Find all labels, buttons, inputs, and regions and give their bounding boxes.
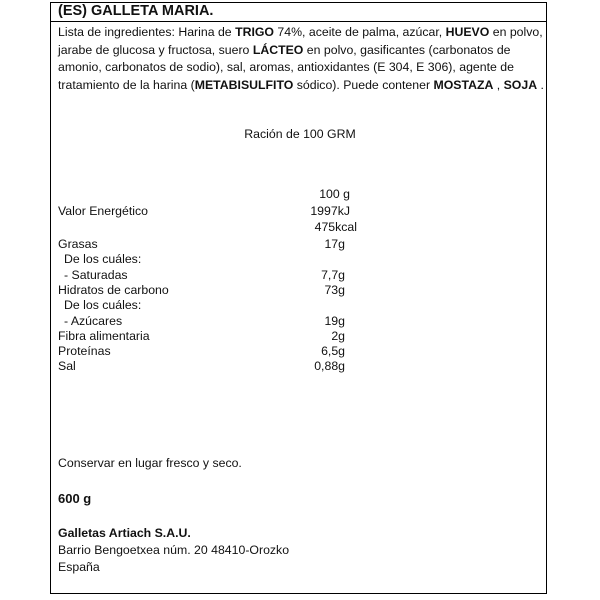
- fat-label: Grasas: [58, 237, 98, 251]
- energy-kj-value: 1997kJ: [310, 204, 350, 218]
- protein-value: 6,5g: [321, 344, 345, 358]
- product-title: (ES) GALLETA MARIA.: [58, 3, 214, 19]
- salt-label: Sal: [58, 359, 76, 373]
- carbs-value: 73g: [324, 283, 345, 297]
- saturated-label: - Saturadas: [64, 268, 128, 282]
- net-weight: 600 g: [58, 491, 92, 506]
- portion-heading: Ración de 100 GRM: [244, 127, 356, 141]
- energy-kcal-value: 475kcal: [314, 220, 357, 234]
- fibre-label: Fibra alimentaria: [58, 329, 150, 343]
- sugars-label: - Azúcares: [64, 314, 123, 328]
- energy-label: Valor Energético: [58, 204, 148, 218]
- carbs-sub-intro: De los cuáles:: [64, 298, 142, 312]
- column-header-100g: 100 g: [319, 187, 350, 201]
- ingredient-text: en polvo, jarabe de glucosa y fructosa, suero: [58, 25, 543, 57]
- manufacturer-address: Barrio Bengoetxea núm. 20 48410-Orozko: [58, 543, 290, 557]
- ingredient-text: sódico). Puede contener: [293, 77, 434, 92]
- fat-value: 17g: [324, 237, 345, 251]
- protein-label: Proteínas: [58, 344, 111, 358]
- allergen-term: SOJA: [503, 77, 538, 92]
- allergen-term: LÁCTEO: [252, 42, 304, 57]
- ingredient-text: ,: [493, 77, 504, 92]
- ingredients-list: [58, 24, 545, 94]
- ingredient-text: .: [537, 77, 544, 92]
- fat-sub-intro: De los cuáles:: [64, 252, 142, 266]
- allergen-term: METABISULFITO: [194, 77, 294, 92]
- manufacturer-name: Galletas Artiach S.A.U.: [58, 526, 191, 540]
- sugars-value: 19g: [324, 314, 345, 328]
- ingredient-text: en polvo, gasificantes (carbonatos de amonio, carbonatos de sodio), sal, aromas, antioxidantes (E 304, E 306), agente de tratamiento de la harina (: [58, 42, 514, 92]
- allergen-term: TRIGO: [235, 25, 275, 39]
- carbs-label: Hidratos de carbono: [58, 283, 169, 297]
- manufacturer-country: España: [58, 560, 100, 574]
- saturated-value: 7,7g: [321, 268, 345, 282]
- ingredient-text: Lista de ingredientes: Harina de: [58, 25, 236, 39]
- storage-instructions: Conservar en lugar fresco y seco.: [58, 456, 242, 470]
- salt-value: 0,88g: [314, 359, 345, 373]
- ingredient-text: 74%, aceite de palma, azúcar,: [274, 25, 446, 39]
- allergen-term: HUEVO: [445, 25, 490, 39]
- allergen-term: MOSTAZA: [433, 77, 494, 92]
- fibre-value: 2g: [331, 329, 345, 343]
